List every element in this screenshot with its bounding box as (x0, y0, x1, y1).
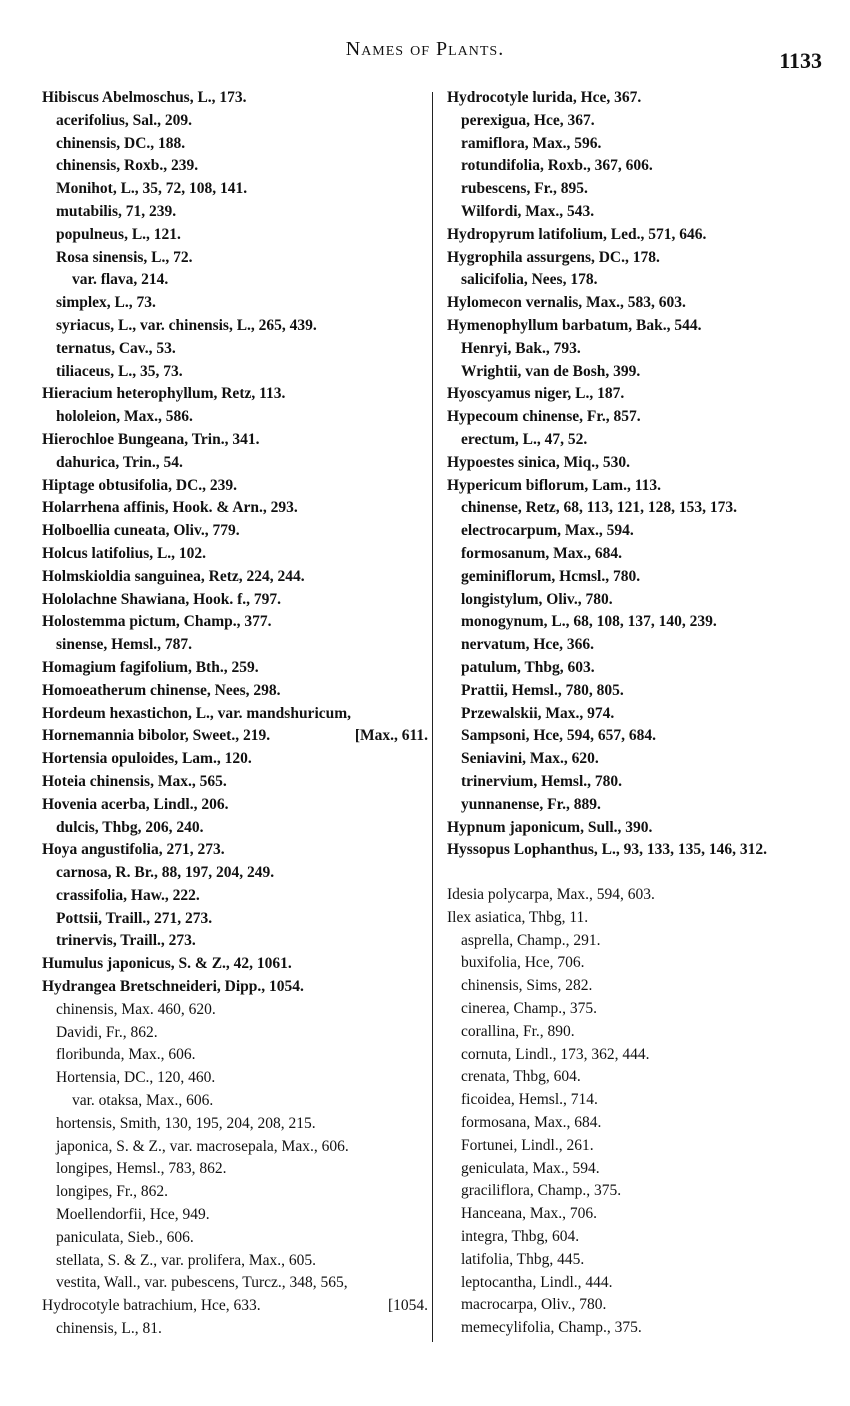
index-entry-species (443, 1317, 838, 1340)
entry-text: Ilex asiatica, Thbg, 11. (447, 908, 589, 926)
entry-text: Holostemma pictum, Champ., 377. (42, 613, 272, 631)
entry-text: dahurica, Trin., 54. (56, 453, 183, 471)
entry-text: chinensis, DC., 188. (56, 134, 186, 152)
entry-text: Hylomecon vernalis, Max., 583, 603. (447, 294, 686, 312)
index-entry-genus (443, 383, 838, 406)
index-entry-species (443, 1249, 838, 1272)
index-entry-genus (38, 839, 428, 862)
entry-text: var. flava, 214. (72, 271, 169, 289)
index-entry-genus (38, 771, 428, 794)
entry-text: yunnanense, Fr., 889. (461, 795, 601, 813)
column-divider (432, 92, 433, 1342)
index-entry-species (443, 657, 838, 680)
index-entry-genus (38, 520, 428, 543)
entry-text: buxifolia, Hce, 706. (461, 954, 585, 972)
index-entry-species (38, 1136, 428, 1159)
index-entry-genus (38, 611, 428, 634)
page-number: 1133 (779, 48, 822, 73)
index-entry-genus (443, 315, 838, 338)
index-entry-species (38, 999, 428, 1022)
index-entry-species (38, 133, 428, 156)
entry-text: electrocarpum, Max., 594. (461, 522, 634, 540)
entry-text: Pottsii, Traill., 271, 273. (56, 909, 213, 927)
index-entry-species (38, 817, 428, 840)
index-entry-species (38, 1067, 428, 1090)
entry-text: acerifolius, Sal., 209. (56, 111, 193, 129)
index-entry-species (38, 224, 428, 247)
index-entry-species (38, 1227, 428, 1250)
entry-text: Hydrangea Bretschneideri, Dipp., 1054. (42, 978, 304, 996)
entry-text: chinensis, Roxb., 239. (56, 157, 199, 175)
entry-text: Idesia polycarpa, Max., 594, 603. (447, 886, 655, 904)
index-entry-genus (38, 748, 428, 771)
entry-text: latifolia, Thbg, 445. (461, 1250, 585, 1268)
index-entry-species (38, 292, 428, 315)
index-entry-genus (38, 87, 428, 110)
entry-text: chinensis, Sims, 282. (461, 977, 593, 995)
index-entry-genus (38, 725, 428, 748)
entry-text: Hiptage obtusifolia, DC., 239. (42, 476, 238, 494)
entry-text: Hornemannia bibolor, Sweet., 219. (42, 727, 271, 745)
entry-text: Hovenia acerba, Lindl., 206. (42, 795, 229, 813)
entry-text: ternatus, Cav., 53. (56, 339, 176, 357)
index-entry-genus (38, 589, 428, 612)
index-entry-species (38, 315, 428, 338)
index-entry-genus (38, 794, 428, 817)
index-entry-species (443, 703, 838, 726)
entry-text: Hierochloe Bungeana, Trin., 341. (42, 430, 260, 448)
entry-text: trinervium, Hemsl., 780. (461, 772, 623, 790)
entry-text: chinensis, Max. 460, 620. (56, 1000, 216, 1018)
entry-text: perexigua, Hce, 367. (461, 111, 595, 129)
entry-text: Przewalskii, Max., 974. (461, 704, 615, 722)
entry-text: integra, Thbg, 604. (461, 1228, 580, 1246)
entry-text: Hoya angustifolia, 271, 273. (42, 841, 225, 859)
entry-text: floribunda, Max., 606. (56, 1046, 196, 1064)
entry-text: paniculata, Sieb., 606. (56, 1228, 194, 1246)
index-entry-species (38, 1272, 428, 1295)
index-entry-species (443, 1226, 838, 1249)
index-entry-genus (38, 657, 428, 680)
index-entry-species (443, 1272, 838, 1295)
index-entry-species (38, 1113, 428, 1136)
index-entry-species (38, 862, 428, 885)
index-entry-genus (443, 224, 838, 247)
index-entry-genus (443, 817, 838, 840)
entry-text: simplex, L., 73. (56, 294, 156, 312)
index-entry-species (443, 1021, 838, 1044)
index-entry-species (443, 566, 838, 589)
entry-text: mutabilis, 71, 239. (56, 202, 177, 220)
entry-text: Hygrophila assurgens, DC., 178. (447, 248, 660, 266)
entry-text: var. otaksa, Max., 606. (72, 1092, 214, 1110)
index-entry-species (443, 1066, 838, 1089)
index-entry-species (443, 178, 838, 201)
entry-text: Holmskioldia sanguinea, Retz, 224, 244. (42, 567, 305, 585)
section-gap (443, 862, 838, 884)
entry-text: leptocantha, Lindl., 444. (461, 1273, 613, 1291)
index-entry-species (443, 1135, 838, 1158)
entry-text: cinerea, Champ., 375. (461, 1000, 598, 1018)
index-entry-species (443, 1044, 838, 1067)
entry-continuation: [Max., 611. (354, 727, 428, 745)
index-entry-species (38, 201, 428, 224)
entry-text: erectum, L., 47, 52. (461, 430, 588, 448)
index-entry-species (443, 998, 838, 1021)
index-entry-species (443, 429, 838, 452)
left-column (38, 87, 428, 1341)
entry-text: Hyoscyamus niger, L., 187. (447, 385, 625, 403)
index-entry-species (443, 748, 838, 771)
entry-text: Prattii, Hemsl., 780, 805. (461, 681, 624, 699)
entry-text: crenata, Thbg, 604. (461, 1068, 581, 1086)
entry-text: Hordeum hexastichon, L., var. mandshuricum, (42, 704, 352, 722)
entry-text: Hololachne Shawiana, Hook. f., 797. (42, 590, 281, 608)
entry-text: Hydropyrum latifolium, Led., 571, 646. (447, 225, 707, 243)
entry-text: Humulus japonicus, S. & Z., 42, 1061. (42, 955, 292, 973)
entry-text: salicifolia, Nees, 178. (461, 271, 598, 289)
entry-text: Hydrocotyle batrachium, Hce, 633. (42, 1297, 261, 1315)
index-entry-species (38, 1044, 428, 1067)
index-entry-species (443, 680, 838, 703)
index-entry-species (38, 269, 428, 292)
entry-text: vestita, Wall., var. pubescens, Turcz., 348, 565, (56, 1274, 348, 1292)
entry-text: Holarrhena affinis, Hook. & Arn., 293. (42, 499, 298, 517)
index-entry-species (38, 1022, 428, 1045)
index-entry-species (443, 952, 838, 975)
index-entry-species (443, 201, 838, 224)
entry-text: rotundifolia, Roxb., 367, 606. (461, 157, 653, 175)
index-entry-species (38, 1181, 428, 1204)
entry-text: trinervis, Traill., 273. (56, 932, 196, 950)
index-entry-genus (443, 475, 838, 498)
index-entry-genus (443, 452, 838, 475)
page-title: Names of Plants. (345, 38, 505, 60)
index-entry-species (443, 361, 838, 384)
index-entry-genus (38, 497, 428, 520)
entry-text: dulcis, Thbg, 206, 240. (56, 818, 204, 836)
entry-text: ficoidea, Hemsl., 714. (461, 1091, 598, 1109)
entry-text: cornuta, Lindl., 173, 362, 444. (461, 1045, 650, 1063)
entry-text: formosana, Max., 684. (461, 1114, 602, 1132)
entry-text: Hydrocotyle lurida, Hce, 367. (447, 89, 642, 106)
entry-text: Hoteia chinensis, Max., 565. (42, 772, 227, 790)
index-entry-species (443, 611, 838, 634)
entry-text: Seniavini, Max., 620. (461, 750, 599, 768)
index-entry-species (443, 930, 838, 953)
entry-text: chinense, Retz, 68, 113, 121, 128, 153, 173. (461, 499, 737, 517)
index-entry-genus (38, 976, 428, 999)
index-entry-species (38, 1250, 428, 1273)
entry-text: monogynum, L., 68, 108, 137, 140, 239. (461, 613, 717, 631)
entry-text: formosanum, Max., 684. (461, 544, 623, 562)
entry-text: memecylifolia, Champ., 375. (461, 1319, 642, 1337)
entry-text: longipes, Fr., 862. (56, 1183, 168, 1201)
index-entry-species (38, 930, 428, 953)
entry-text: graciliflora, Champ., 375. (461, 1182, 622, 1200)
entry-text: asprella, Champ., 291. (461, 931, 601, 949)
index-entry-species (38, 406, 428, 429)
entry-text: Fortunei, Lindl., 261. (461, 1136, 594, 1154)
index-entry-species (443, 269, 838, 292)
entry-text: japonica, S. & Z., var. macrosepala, Max., 606. (56, 1137, 349, 1155)
index-entry-species (38, 1318, 428, 1341)
index-entry-species (443, 1158, 838, 1181)
entry-text: Homagium fagifolium, Bth., 259. (42, 658, 259, 676)
index-entry-species (38, 110, 428, 133)
entry-text: Wilfordi, Max., 543. (461, 202, 595, 220)
index-entry-species (38, 338, 428, 361)
index-entry-genus (443, 87, 838, 110)
index-entry-genus (38, 429, 428, 452)
entry-text: Davidi, Fr., 862. (56, 1023, 158, 1041)
index-entry-species (443, 110, 838, 133)
index-entry-genus (38, 566, 428, 589)
entry-text: Sampsoni, Hce, 594, 657, 684. (461, 727, 657, 745)
index-entry-genus (443, 839, 838, 862)
index-entry-species (443, 1089, 838, 1112)
entry-text: Hyssopus Lophanthus, L., 93, 133, 135, 146, 312. (447, 841, 767, 859)
index-entry-species (443, 155, 838, 178)
index-entry-species (38, 634, 428, 657)
index-entry-genus (443, 406, 838, 429)
entry-continuation: [1054. (387, 1297, 428, 1315)
entry-text: populneus, L., 121. (56, 225, 181, 243)
entry-text: hololeion, Max., 586. (56, 408, 193, 426)
index-entry-species (443, 589, 838, 612)
index-entry-species (443, 1203, 838, 1226)
entry-text: macrocarpa, Oliv., 780. (461, 1296, 607, 1314)
entry-text: carnosa, R. Br., 88, 197, 204, 249. (56, 864, 275, 882)
entry-text: longistylum, Oliv., 780. (461, 590, 613, 608)
index-entry-species (443, 1180, 838, 1203)
index-entry-genus (38, 703, 428, 726)
index-entry-species (443, 133, 838, 156)
index-entry-species (443, 338, 838, 361)
index-entry-species (38, 1158, 428, 1181)
entry-text: Hibiscus Abelmoschus, L., 173. (42, 89, 247, 106)
index-entry-species (38, 247, 428, 270)
entry-text: rubescens, Fr., 895. (461, 180, 588, 198)
index-entry-species (38, 178, 428, 201)
entry-text: Monihot, L., 35, 72, 108, 141. (56, 180, 248, 198)
index-entry-genus (443, 292, 838, 315)
index-entry-species (38, 155, 428, 178)
index-entry-species (443, 634, 838, 657)
entry-text: ramiflora, Max., 596. (461, 134, 602, 152)
entry-text: nervatum, Hce, 366. (461, 636, 595, 654)
index-entry-species (443, 975, 838, 998)
entry-text: Hypnum japonicum, Sull., 390. (447, 818, 653, 836)
index-entry-species (443, 771, 838, 794)
index-entry-species (443, 520, 838, 543)
entry-text: geminiflorum, Hcmsl., 780. (461, 567, 641, 585)
entry-text: Hypoestes sinica, Miq., 530. (447, 453, 630, 471)
entry-text: Henryi, Bak., 793. (461, 339, 581, 357)
index-entry-genus (443, 884, 838, 907)
index-entry-species (38, 1204, 428, 1227)
entry-text: syriacus, L., var. chinensis, L., 265, 439. (56, 316, 317, 334)
entry-text: geniculata, Max., 594. (461, 1159, 600, 1177)
entry-text: sinense, Hemsl., 787. (56, 636, 193, 654)
index-entry-species (443, 794, 838, 817)
index-entry-genus (38, 543, 428, 566)
entry-text: corallina, Fr., 890. (461, 1022, 575, 1040)
entry-text: Hypericum biflorum, Lam., 113. (447, 476, 661, 494)
entry-text: Hieracium heterophyllum, Retz, 113. (42, 385, 286, 403)
index-entry-species (443, 1294, 838, 1317)
right-column (443, 87, 838, 1340)
entry-text: Hortensia, DC., 120, 460. (56, 1069, 216, 1087)
entry-text: Rosa sinensis, L., 72. (56, 248, 193, 266)
index-entry-species (443, 1112, 838, 1135)
entry-text: Moellendorfii, Hce, 949. (56, 1206, 210, 1224)
index-entry-species (443, 725, 838, 748)
index-entry-species (38, 908, 428, 931)
index-entry-species (38, 361, 428, 384)
index-entry-species (38, 885, 428, 908)
index-entry-species (38, 1090, 428, 1113)
entry-text: Hortensia opuloides, Lam., 120. (42, 750, 252, 768)
index-entry-genus (38, 383, 428, 406)
index-entry-genus (38, 1295, 428, 1318)
entry-text: tiliaceus, L., 35, 73. (56, 362, 183, 380)
index-entry-genus (38, 953, 428, 976)
entry-text: Holboellia cuneata, Oliv., 779. (42, 522, 240, 540)
entry-text: longipes, Hemsl., 783, 862. (56, 1160, 227, 1178)
entry-text: Wrightii, van de Bosh, 399. (461, 362, 641, 380)
entry-text: crassifolia, Haw., 222. (56, 886, 200, 904)
entry-text: Hypecoum chinense, Fr., 857. (447, 408, 641, 426)
index-entry-species (38, 452, 428, 475)
entry-text: Holcus latifolius, L., 102. (42, 544, 207, 562)
index-entry-genus (38, 475, 428, 498)
entry-text: stellata, S. & Z., var. prolifera, Max., 605. (56, 1251, 316, 1269)
index-entry-species (443, 497, 838, 520)
entry-text: patulum, Thbg, 603. (461, 658, 595, 676)
index-entry-genus (38, 680, 428, 703)
index-entry-genus (443, 907, 838, 930)
entry-text: hortensis, Smith, 130, 195, 204, 208, 215. (56, 1114, 316, 1132)
entry-text: chinensis, L., 81. (56, 1320, 162, 1338)
entry-text: Hymenophyllum barbatum, Bak., 544. (447, 316, 702, 334)
index-entry-species (443, 543, 838, 566)
index-entry-genus (443, 247, 838, 270)
entry-text: Hanceana, Max., 706. (461, 1205, 598, 1223)
entry-text: Homoeatherum chinense, Nees, 298. (42, 681, 281, 699)
